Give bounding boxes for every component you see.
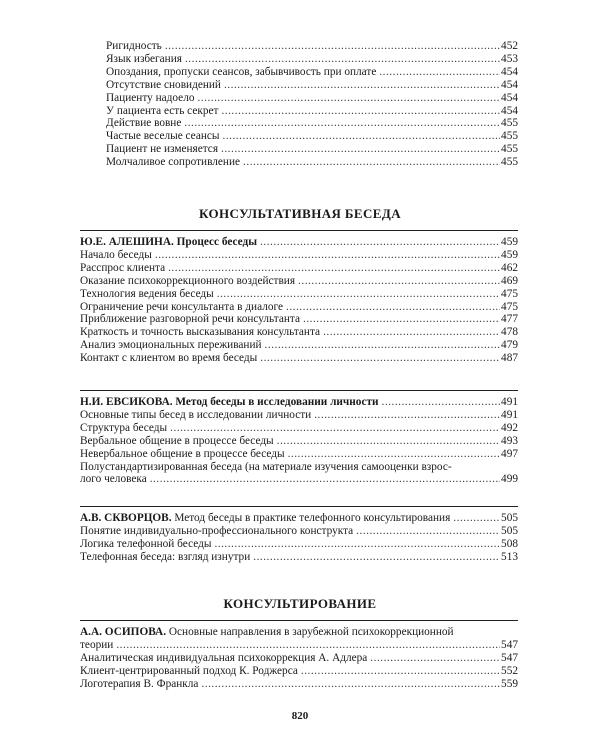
toc-entry[interactable]: Язык избегания ..... 453	[80, 53, 518, 66]
article-author: Н.И. ЕВСИКОВА.	[80, 396, 173, 408]
toc-entry[interactable]: Пациент не изменяется ..... 455	[80, 143, 518, 156]
toc-article-skvortsov	[80, 512, 518, 564]
toc-entry[interactable]: У пациента есть секрет ..... 454	[80, 105, 518, 118]
toc-entry[interactable]: Частые веселые сеансы ..... 455	[80, 130, 518, 143]
divider	[80, 506, 518, 507]
toc-article-evsikova	[80, 396, 518, 486]
toc-entry[interactable]: Молчаливое сопротивление ..... 455	[80, 156, 518, 169]
toc-entry-wrapped[interactable]: Полустандартизированная беседа (на материале изучения самооценки взрос- лого человека ..... 499	[80, 461, 518, 487]
toc-entry[interactable]: Технология ведения беседы ..... 475	[80, 288, 518, 301]
toc-entry[interactable]: Понятие индивидуально-профессионального конструкта ..... 505	[80, 525, 518, 538]
article-title: Метод беседы в исследовании личности	[175, 396, 379, 408]
divider	[80, 230, 518, 231]
section-title-counseling: КОНСУЛЬТИРОВАНИЕ	[223, 596, 377, 611]
toc-entry[interactable]: Логика телефонной беседы ..... 508	[80, 538, 518, 551]
toc-entry[interactable]: Краткость и точность высказывания консультанта ..... 478	[80, 326, 518, 339]
toc-entry[interactable]: Логотерапия В. Франкла ..... 559	[80, 678, 518, 691]
toc-entry[interactable]: Опоздания, пропуски сеансов, забывчивость при оплате ..... 454	[80, 66, 518, 79]
toc-entry[interactable]: Телефонная беседа: взгляд изнутри ..... 513	[80, 551, 518, 564]
section-title-consultative-conversation: КОНСУЛЬТАТИВНАЯ БЕСЕДА	[199, 206, 401, 221]
toc-entry[interactable]: Оказание психокоррекционного воздействия ..... 469	[80, 275, 518, 288]
divider	[80, 620, 518, 621]
article-heading-wrapped[interactable]: А.А. ОСИПОВА. Основные направления в зарубежной психокоррекционной теории ..... 547	[80, 626, 518, 652]
article-author: А.В. СКВОРЦОВ.	[80, 512, 172, 524]
toc-entry[interactable]: Начало беседы ..... 459	[80, 249, 518, 262]
toc-entry[interactable]: Аналитическая индивидуальная психокоррекция А. Адлера ..... 547	[80, 652, 518, 665]
page-number: 820	[291, 710, 309, 722]
toc-entry[interactable]: Структура беседы ..... 492	[80, 422, 518, 435]
article-author: Ю.Е. АЛЕШИНА.	[80, 236, 174, 248]
article-title: Процесс беседы	[176, 236, 258, 248]
toc-entry[interactable]: Клиент-центрированный подход К. Роджерса ..... 552	[80, 665, 518, 678]
toc-entry[interactable]: Вербальное общение в процессе беседы ..... 493	[80, 435, 518, 448]
article-heading[interactable]: Н.И. ЕВСИКОВА. Метод беседы в исследовании личности ..... 491	[80, 396, 518, 409]
toc-entry[interactable]: Контакт с клиентом во время беседы ..... 487	[80, 352, 518, 365]
article-author: А.А. ОСИПОВА.	[80, 626, 167, 638]
article-title: Метод беседы в практике телефонного консультирования	[174, 512, 451, 524]
toc-entry-line: Полустандартизированная беседа (на материале изучения самооценки взрос-	[80, 460, 452, 473]
toc-entry[interactable]: Основные типы бесед в исследовании личности ..... 491	[80, 409, 518, 422]
toc-entry[interactable]: Невербальное общение в процессе беседы ..... 497	[80, 448, 518, 461]
toc-entry[interactable]: Отсутствие сновидений ..... 454	[80, 79, 518, 92]
toc-article-osipova	[80, 626, 518, 691]
article-heading[interactable]: Ю.Е. АЛЕШИНА. Процесс беседы ..... 459	[80, 236, 518, 249]
toc-entry[interactable]: Расспрос клиента ..... 462	[80, 262, 518, 275]
toc-block-resistance	[80, 40, 518, 169]
toc-article-aleshina	[80, 236, 518, 365]
toc-entry[interactable]: Действие вовне ..... 455	[80, 117, 518, 130]
divider	[80, 390, 518, 391]
toc-entry[interactable]: Ограничение речи консультанта в диалоге ..... 475	[80, 301, 518, 314]
toc-entry[interactable]: Анализ эмоциональных переживаний ..... 479	[80, 339, 518, 352]
toc-entry[interactable]: Ригидность ..... 452	[80, 40, 518, 53]
toc-entry[interactable]: Приближение разговорной речи консультанта ..... 477	[80, 313, 518, 326]
article-title: Основные направления в зарубежной психокоррекционной	[168, 626, 454, 638]
article-heading[interactable]: А.В. СКВОРЦОВ. Метод беседы в практике телефонного консультирования ..... 505	[80, 512, 518, 525]
toc-entry[interactable]: Пациенту надоело ..... 454	[80, 92, 518, 105]
